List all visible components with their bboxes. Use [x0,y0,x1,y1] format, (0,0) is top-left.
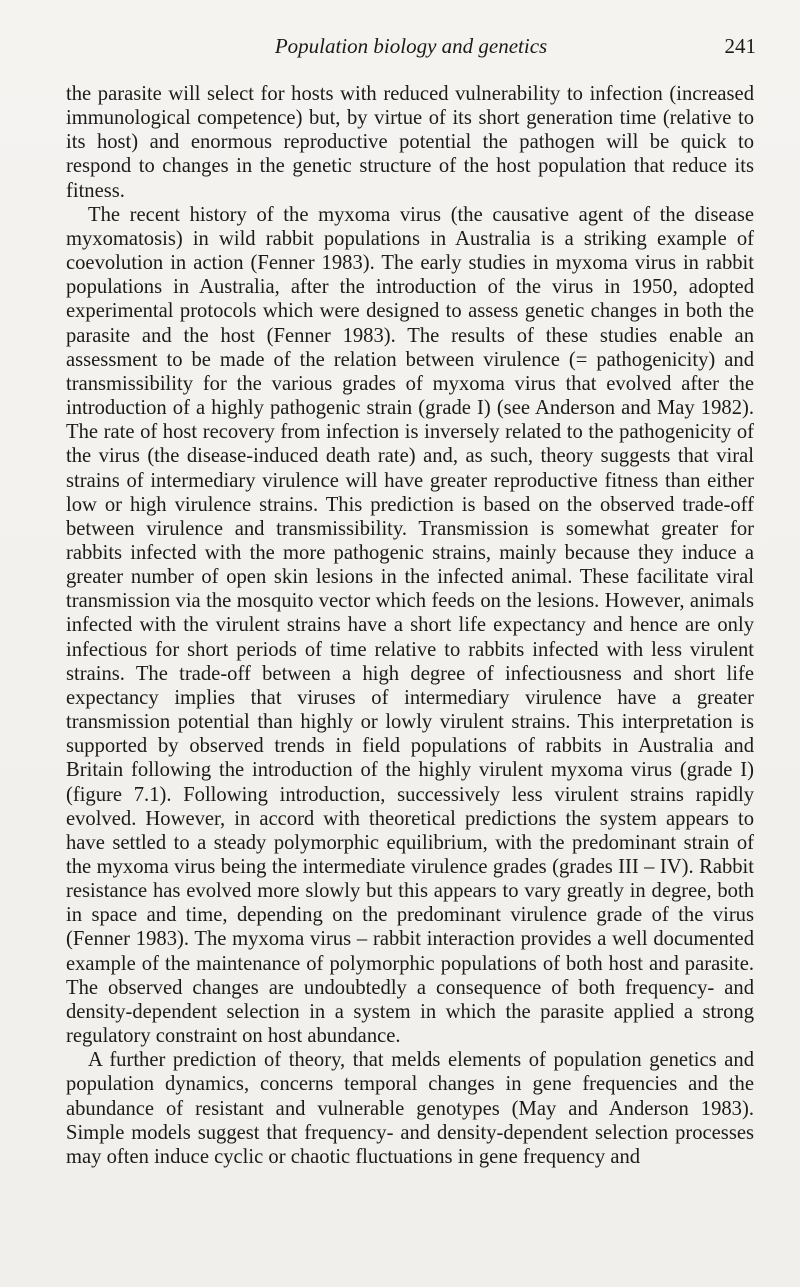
running-title: Population biology and genetics [274,34,548,58]
page-header [66,34,756,66]
paragraph-1: the parasite will select for hosts with reduced vulnerability to infection (increased immunological competence) but, by virtue of its short generation time (relative to its host) and enormous reproductive potential the pathogen will be quick to respond to changes in the genetic structure of the host population that reduce its fitness. [66,83,754,202]
paragraph-3: A further prediction of theory, that melds elements of population genetics and population dynamics, concerns temporal changes in gene frequencies and the abundance of resistant and vulnerable genotypes (May and Anderson 1983). Simple models suggest that frequency- and density-dependent selection processes may often induce cyclic or chaotic fluctuations in gene frequency and [66,1049,754,1168]
page-number: 241 [724,34,756,58]
body-text [66,82,754,1169]
paragraph-2: The recent history of the myxoma virus (the causative agent of the disease myxomatosis) in wild rabbit populations in Australia is a striking example of coevolution in action (Fenner 1983). The early studies in myxoma virus in rabbit populations in Australia, after the introduction of the virus in 1950, adopted experimental protocols which were designed to assess genetic changes in both the parasite and the host (Fenner 1983). The results of these studies enable an assessment to be made of the relation between virulence (= pathogenicity) and transmissibility for the various grades of myxoma virus that evolved after the introduction of a highly pathogenic strain (grade I) (see Anderson and May 1982). The rate of host recovery from infection is inversely related to the pathogenicity of the virus (the disease-induced death rate) and, as such, theory suggests that viral strains of intermediary virulence will have greater reproductive fitness than either low or high virulence strains. This prediction is based on the observed trade-off between virulence and transmissibility. Transmission is somewhat greater for rabbits infected with the more pathogenic strains, mainly because they induce a greater number of open skin lesions in the infected animal. These facilitate viral transmission via the mosquito vector which feeds on the lesions. However, animals infected with the virulent strains have a short life expectancy and hence are only infectious for short periods of time relative to rabbits infected with less virulent strains. The trade-off between a high degree of infectiousness and short life expectancy implies that viruses of intermediary virulence have a greater transmission potential than highly or lowly virulent strains. This interpretation is supported by observed trends in field populations of rabbits in Australia and Britain following the introduction of the highly virulent myxoma virus (grade I) (figure 7.1). Following introduction, successively less virulent strains rapidly evolved. However, in accord with theoretical predictions the system appears to have settled to a steady polymorphic equilibrium, with the predominant strain of the myxoma virus being the intermediate virulence grades (grades III – IV). Rabbit resistance has evolved more slowly but this appears to vary greatly in degree, both in space and time, depending on the predominant virulence grade of the virus (Fenner 1983). The myxoma virus – rabbit interaction provides a well documented example of the maintenance of polymorphic populations of both host and parasite. The observed changes are undoubtedly a consequence of both frequency- and density-dependent selection in a system in which the parasite applied a strong regulatory constraint on host abundance. [66,203,754,1048]
